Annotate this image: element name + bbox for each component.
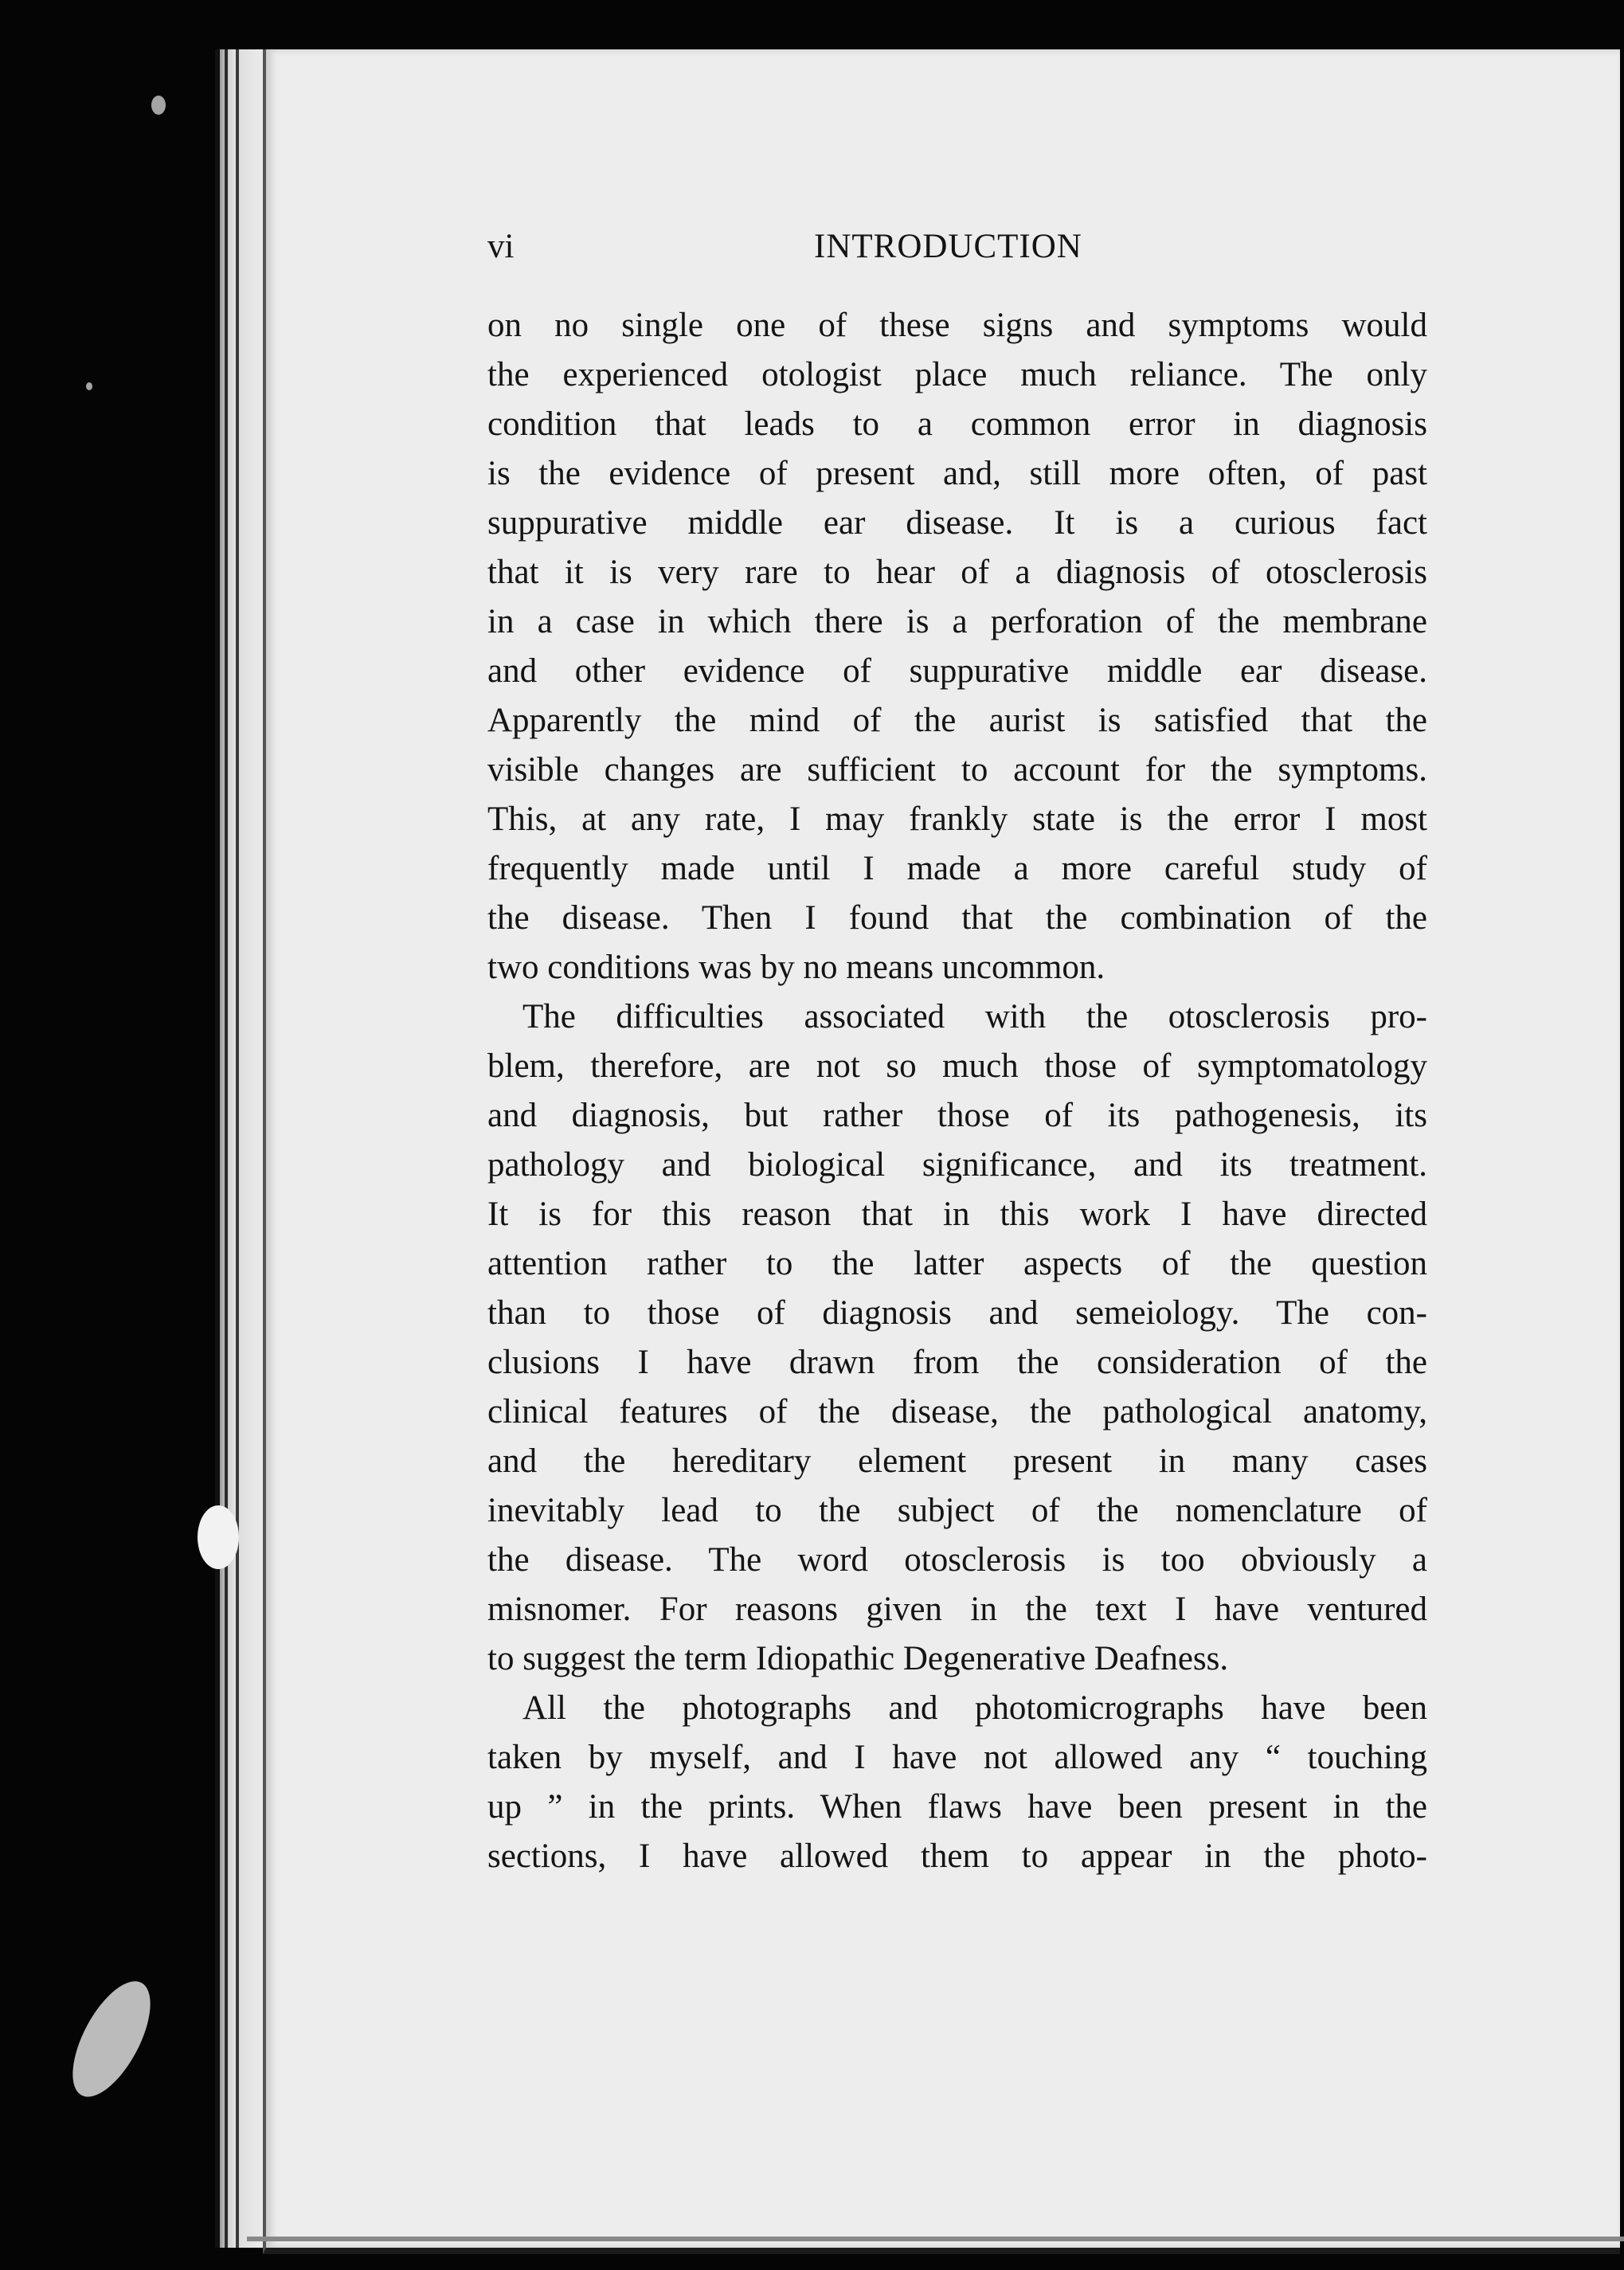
text-line: clinical features of the disease, the pathological anatomy,: [487, 1393, 1427, 1430]
text-line: All the photographs and photomicrographs have been: [522, 1689, 1427, 1727]
text-line: the disease. Then I found that the combination of the: [487, 899, 1427, 937]
book-binding-edge: [215, 49, 263, 2248]
body-text: [487, 301, 1427, 1881]
text-line: Apparently the mind of the aurist is satisfied that the: [487, 702, 1427, 739]
text-line: and diagnosis, but rather those of its pathogenesis, its: [487, 1097, 1427, 1134]
text-line: It is for this reason that in this work I have directed: [487, 1196, 1427, 1233]
text-line: that it is very rare to hear of a diagnosis of otosclerosis: [487, 554, 1427, 591]
text-line: the experienced otologist place much reliance. The only: [487, 356, 1427, 393]
text-line: condition that leads to a common error in diagnosis: [487, 405, 1427, 443]
page-bottom-edge: [247, 2237, 1624, 2241]
text-line: on no single one of these signs and symptoms would: [487, 307, 1427, 344]
text-line: This, at any rate, I may frankly state is the error I most: [487, 800, 1427, 838]
running-title: INTRODUCTION: [814, 228, 1082, 265]
dust-speck: [86, 382, 92, 390]
text-line: sections, I have allowed them to appear in the photo-: [487, 1838, 1427, 1875]
text-line: inevitably lead to the subject of the nomenclature of: [487, 1492, 1427, 1529]
text-line: up ” in the prints. When flaws have been present in the: [487, 1788, 1427, 1826]
text-line: to suggest the term Idiopathic Degenerative Deafness.: [487, 1640, 1229, 1677]
text-line: two conditions was by no means uncommon.: [487, 949, 1105, 986]
text-line: and other evidence of suppurative middle ear disease.: [487, 652, 1427, 690]
text-line: frequently made until I made a more careful study of: [487, 850, 1427, 887]
page-header: [487, 227, 1427, 275]
dust-speck: [57, 1970, 166, 2108]
text-line: The difficulties associated with the otosclerosis pro-: [522, 998, 1427, 1035]
paragraph: [487, 1684, 1427, 1881]
text-line: misnomer. For reasons given in the text I have ventured: [487, 1591, 1427, 1628]
paragraph: [487, 301, 1427, 992]
text-line: blem, therefore, are not so much those of symptomatology: [487, 1047, 1427, 1085]
text-line: the disease. The word otosclerosis is too obviously a: [487, 1541, 1427, 1579]
paragraph: [487, 992, 1427, 1684]
text-line: in a case in which there is a perforation of the membrane: [487, 603, 1427, 640]
text-line: and the hereditary element present in many cases: [487, 1442, 1427, 1480]
page-number: vi: [487, 228, 515, 265]
text-line: pathology and biological significance, and its treatment.: [487, 1146, 1427, 1184]
text-line: clusions I have drawn from the consideration of the: [487, 1344, 1427, 1381]
binding-blemish: [198, 1505, 239, 1569]
text-line: attention rather to the latter aspects of the question: [487, 1245, 1427, 1282]
text-line: visible changes are sufficient to account for the symptoms.: [487, 751, 1427, 789]
text-line: taken by myself, and I have not allowed any “ touching: [487, 1739, 1427, 1776]
dust-speck: [151, 96, 166, 115]
text-line: than to those of diagnosis and semeiology. The con-: [487, 1294, 1427, 1332]
text-line: is the evidence of present and, still more often, of past: [487, 455, 1427, 492]
text-line: suppurative middle ear disease. It is a curious fact: [487, 504, 1427, 542]
